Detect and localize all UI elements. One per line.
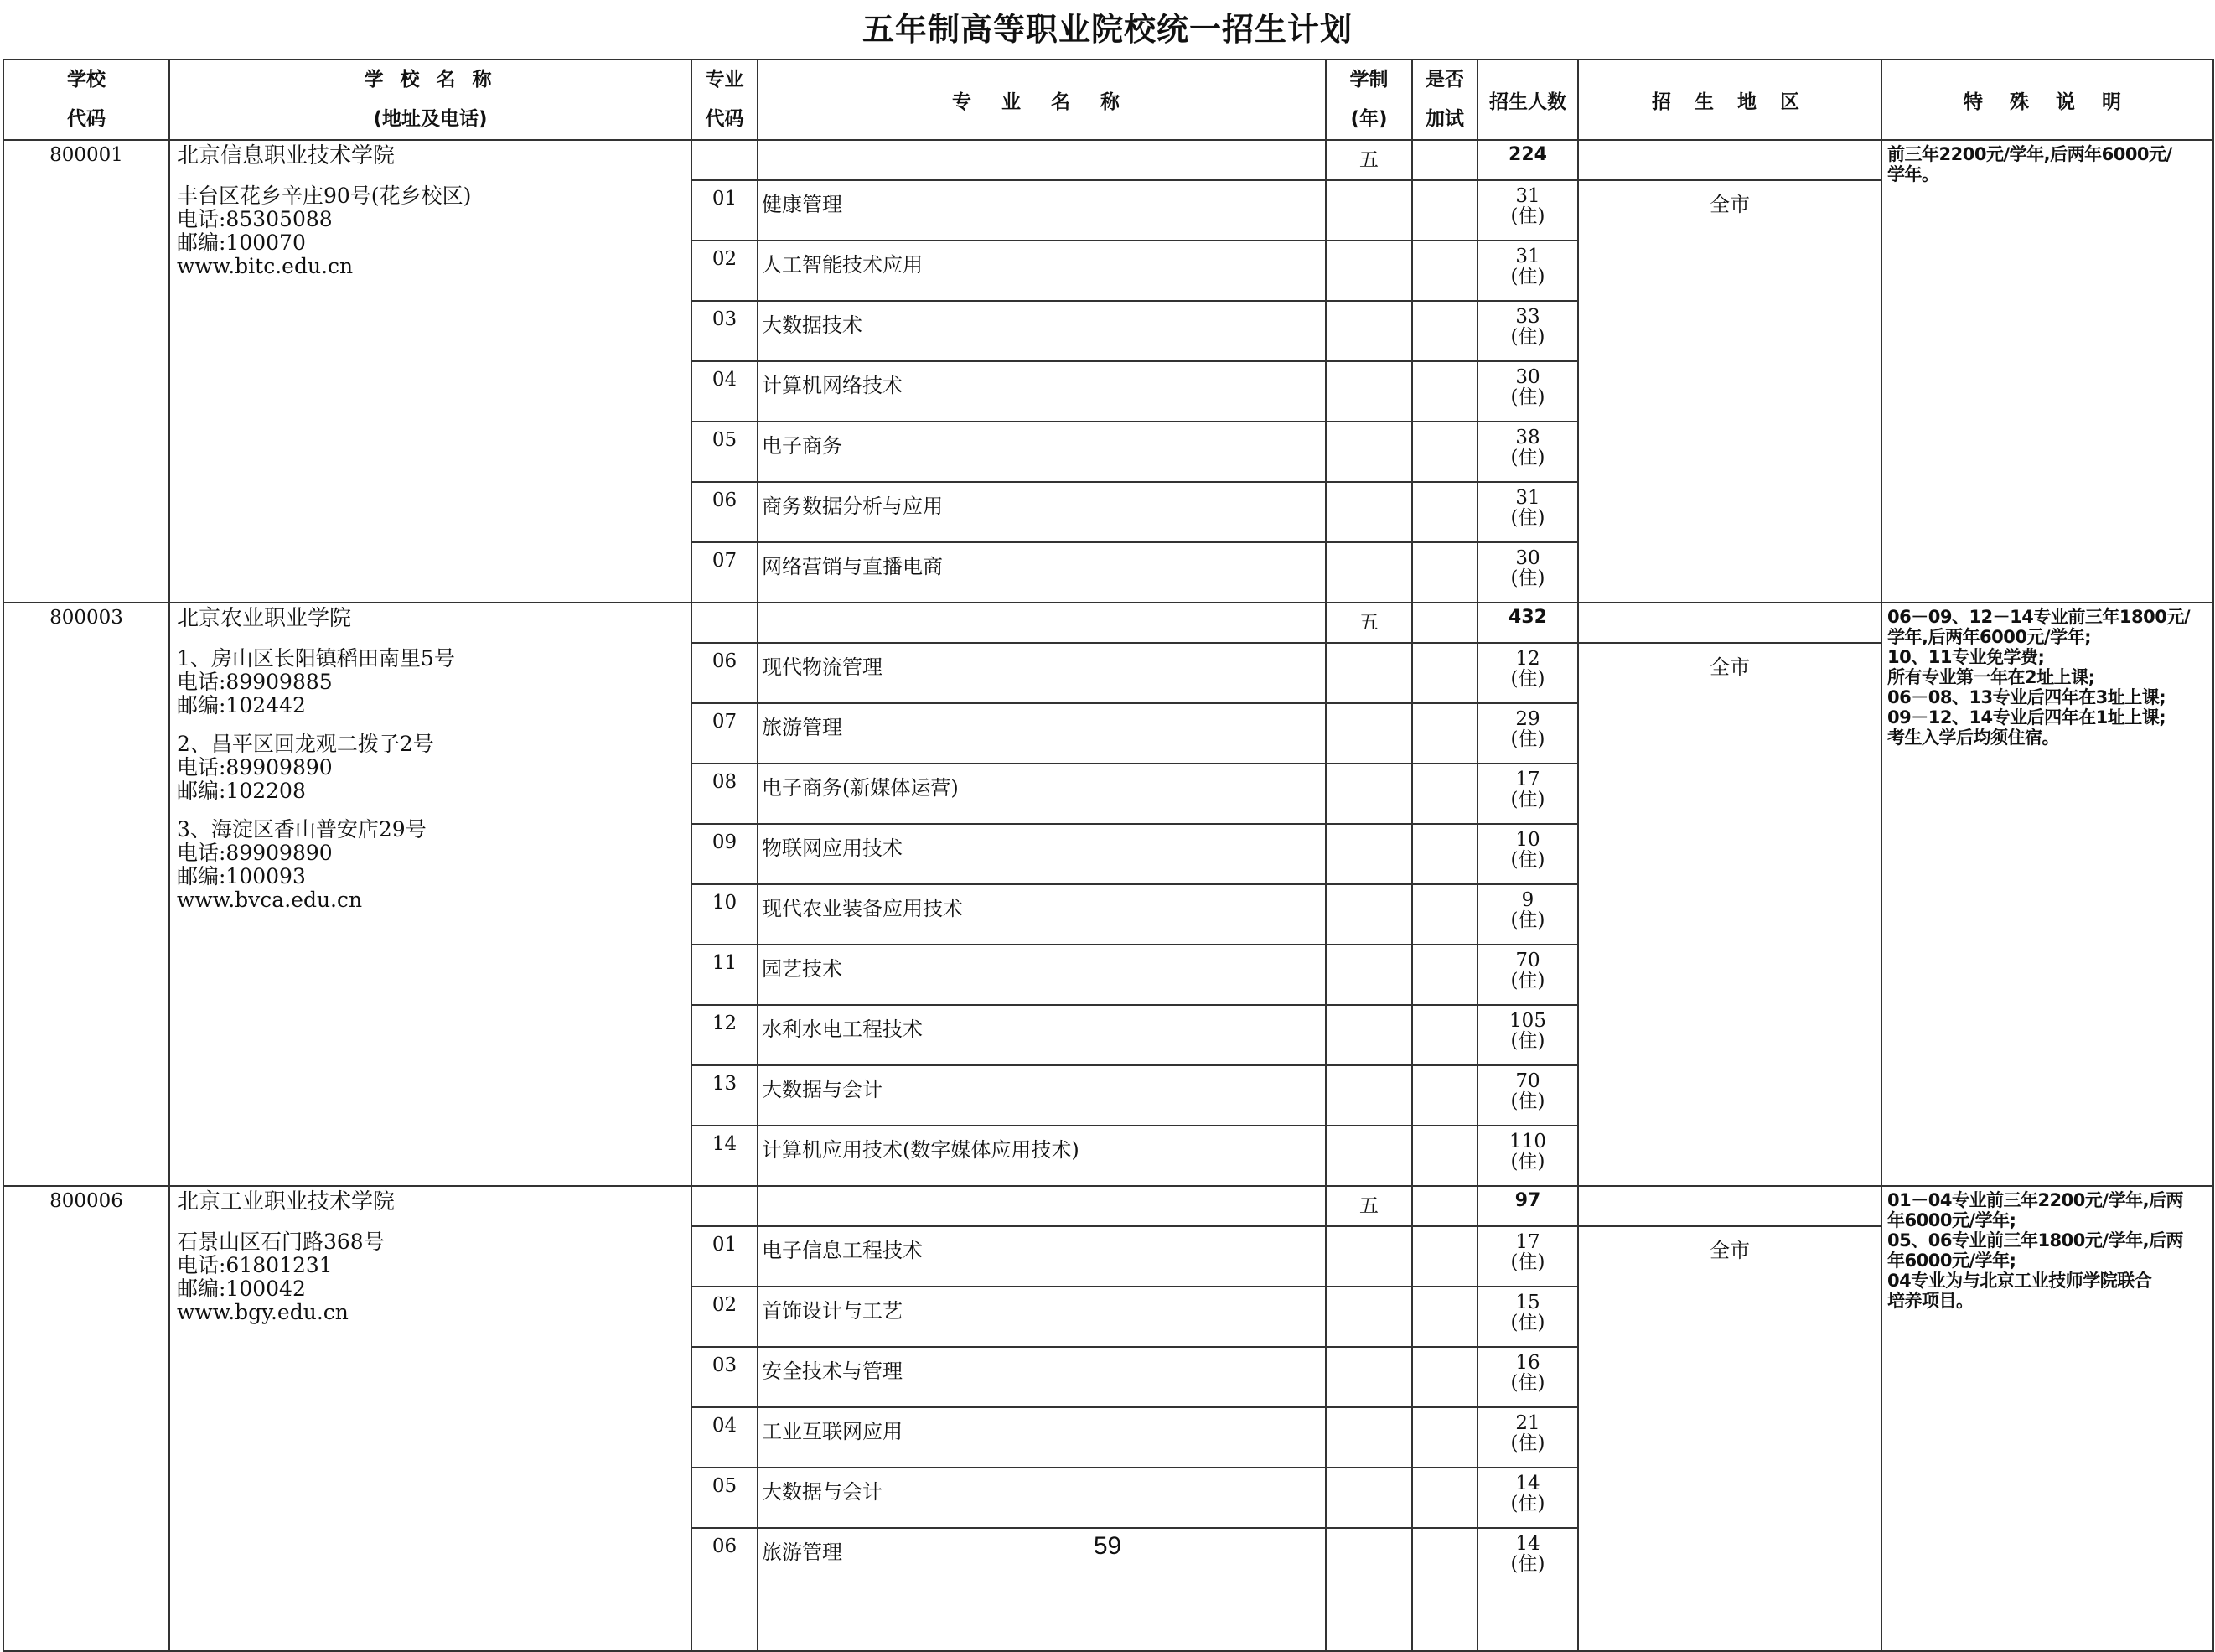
major-name: 旅游管理: [758, 1528, 1326, 1651]
count-value: 70: [1515, 1070, 1540, 1092]
major-code: 05: [691, 422, 758, 482]
major-code: 13: [691, 1065, 758, 1126]
school-info: [169, 603, 691, 1186]
major-code-empty: [691, 1186, 758, 1226]
school-info: [169, 1186, 691, 1651]
note-line: 学年,后两年6000元/学年;: [1887, 627, 2091, 647]
duration-cell: [1326, 482, 1412, 542]
extra-test-cell: [1412, 180, 1478, 241]
major-code: 05: [691, 1468, 758, 1528]
enrollment-count: [1478, 1126, 1578, 1186]
enrollment-count: [1478, 1468, 1578, 1528]
major-name: 健康管理: [758, 180, 1326, 241]
address-line: 邮编:100042: [177, 1277, 306, 1301]
lodging-mark: (住): [1510, 507, 1545, 529]
note-line: 10、11专业免学费;: [1887, 647, 2045, 667]
enrollment-count: [1478, 542, 1578, 603]
header-school-code: 学校 代码: [3, 60, 169, 140]
address-line: 电话:89909890: [177, 755, 333, 779]
address-line: 电话:85305088: [177, 207, 333, 231]
address-line: 3、海淀区香山普安店29号: [177, 817, 427, 842]
count-value: 14: [1515, 1473, 1540, 1494]
extra-test-cell: [1412, 643, 1478, 703]
count-value: 31: [1515, 246, 1540, 267]
school-duration: 五: [1326, 140, 1412, 180]
note-line: 前三年2200元/学年,后两年6000元/: [1887, 144, 2172, 164]
major-name: 电子商务: [758, 422, 1326, 482]
major-code: 08: [691, 764, 758, 824]
enrollment-count: [1478, 422, 1578, 482]
major-name: 工业互联网应用: [758, 1407, 1326, 1468]
address-line: 邮编:102208: [177, 779, 306, 803]
major-code: 14: [691, 1126, 758, 1186]
major-code: 06: [691, 643, 758, 703]
extra-test-cell: [1412, 945, 1478, 1005]
major-code: 10: [691, 884, 758, 945]
extra-test-empty: [1412, 140, 1478, 180]
duration-cell: [1326, 301, 1412, 361]
extra-test-cell: [1412, 542, 1478, 603]
count-value: 9: [1521, 889, 1534, 911]
lodging-mark: (住): [1510, 1312, 1545, 1334]
address-line: 电话:61801231: [177, 1253, 333, 1277]
enrollment-count: [1478, 1407, 1578, 1468]
count-value: 38: [1515, 427, 1540, 448]
address-block: [177, 733, 691, 803]
duration-cell: [1326, 1347, 1412, 1407]
note-line: 01－04专业前三年2200元/学年,后两: [1887, 1190, 2184, 1210]
page-title: 五年制高等职业院校统一招生计划: [862, 11, 1353, 48]
major-name: 水利水电工程技术: [758, 1005, 1326, 1065]
lodging-mark: (住): [1510, 970, 1545, 992]
school-name: 北京工业职业技术学院: [177, 1189, 396, 1214]
extra-test-cell: [1412, 1005, 1478, 1065]
major-code: 11: [691, 945, 758, 1005]
count-value: 31: [1515, 185, 1540, 207]
enrollment-count: [1478, 764, 1578, 824]
header-region: 招 生 地 区: [1578, 60, 1881, 140]
count-value: 29: [1515, 708, 1540, 730]
major-name: 商务数据分析与应用: [758, 482, 1326, 542]
extra-test-cell: [1412, 422, 1478, 482]
special-notes: [1881, 603, 2213, 1186]
count-value: 17: [1515, 769, 1540, 790]
duration-cell: [1326, 1065, 1412, 1126]
duration-cell: [1326, 361, 1412, 422]
extra-test-cell: [1412, 1468, 1478, 1528]
enrollment-region: 全市: [1578, 1226, 1881, 1651]
count-value: 33: [1515, 306, 1540, 328]
address-block: [177, 184, 691, 278]
extra-test-cell: [1412, 1065, 1478, 1126]
note-line: 所有专业第一年在2址上课;: [1887, 667, 2095, 687]
duration-cell: [1326, 703, 1412, 764]
address-block: [177, 1230, 691, 1324]
extra-test-cell: [1412, 1287, 1478, 1347]
school-total: 224: [1478, 140, 1578, 180]
count-value: 31: [1515, 487, 1540, 509]
lodging-mark: (住): [1510, 728, 1545, 750]
address-line: 1、房山区长阳镇稻田南里5号: [177, 646, 455, 671]
extra-test-cell: [1412, 1126, 1478, 1186]
major-code: 01: [691, 1226, 758, 1287]
lodging-mark: (住): [1510, 789, 1545, 810]
header-notes: 特 殊 说 明: [1881, 60, 2213, 140]
extra-test-cell: [1412, 361, 1478, 422]
major-name: 人工智能技术应用: [758, 241, 1326, 301]
enrollment-count: [1478, 824, 1578, 884]
enrollment-plan-table: [3, 59, 2214, 1652]
school-duration: 五: [1326, 603, 1412, 643]
major-name: 现代农业装备应用技术: [758, 884, 1326, 945]
school-total: 97: [1478, 1186, 1578, 1226]
count-value: 30: [1515, 366, 1540, 388]
address-line: 2、昌平区回龙观二拨子2号: [177, 732, 434, 756]
major-code: 06: [691, 482, 758, 542]
count-value: 17: [1515, 1231, 1540, 1253]
address-line: 邮编:102442: [177, 693, 306, 717]
lodging-mark: (住): [1510, 1372, 1545, 1394]
major-code: 04: [691, 1407, 758, 1468]
duration-cell: [1326, 1287, 1412, 1347]
extra-test-cell: [1412, 1226, 1478, 1287]
address-line: 电话:89909885: [177, 670, 333, 694]
count-value: 15: [1515, 1292, 1540, 1313]
note-line: 06－09、12－14专业前三年1800元/: [1887, 607, 2191, 627]
note-line: 年6000元/学年;: [1887, 1210, 2016, 1230]
count-value: 70: [1515, 950, 1540, 971]
duration-cell: [1326, 542, 1412, 603]
address-line: www.bitc.edu.cn: [177, 254, 354, 278]
major-name-empty: [758, 140, 1326, 180]
duration-cell: [1326, 422, 1412, 482]
special-notes: [1881, 140, 2213, 603]
major-name-empty: [758, 1186, 1326, 1226]
table-header-row: [3, 60, 2213, 140]
address-line: 邮编:100070: [177, 230, 306, 255]
header-school-name: 学 校 名 称 (地址及电话): [169, 60, 691, 140]
address-line: www.bgy.edu.cn: [177, 1300, 349, 1324]
address-line: 石景山区石门路368号: [177, 1230, 385, 1254]
lodging-mark: (住): [1510, 909, 1545, 931]
major-name: 大数据与会计: [758, 1065, 1326, 1126]
special-notes: [1881, 1186, 2213, 1651]
enrollment-count: [1478, 1287, 1578, 1347]
duration-cell: [1326, 1126, 1412, 1186]
major-name: 大数据技术: [758, 301, 1326, 361]
header-enrollment: 招生人数: [1478, 60, 1578, 140]
note-line: 05、06专业前三年1800元/学年,后两: [1887, 1230, 2184, 1251]
note-line: 06－08、13专业后四年在3址上课;: [1887, 687, 2166, 707]
major-name: 计算机应用技术(数字媒体应用技术): [758, 1126, 1326, 1186]
duration-cell: [1326, 643, 1412, 703]
count-value: 10: [1515, 829, 1540, 851]
major-code: 02: [691, 241, 758, 301]
count-value: 105: [1509, 1010, 1546, 1032]
lodging-mark: (住): [1510, 1090, 1545, 1112]
major-code: 06: [691, 1528, 758, 1651]
enrollment-count: [1478, 361, 1578, 422]
note-line: 年6000元/学年;: [1887, 1251, 2016, 1271]
lodging-mark: (住): [1510, 1432, 1545, 1454]
major-code: 03: [691, 301, 758, 361]
lodging-mark: (住): [1510, 266, 1545, 287]
enrollment-count: [1478, 945, 1578, 1005]
extra-test-cell: [1412, 1407, 1478, 1468]
address-block: [177, 818, 691, 912]
enrollment-count: [1478, 643, 1578, 703]
lodging-mark: (住): [1510, 1030, 1545, 1052]
header-extra-test: 是否 加试: [1412, 60, 1478, 140]
note-line: 04专业为与北京工业技师学院联合: [1887, 1271, 2152, 1291]
header-duration: 学制 (年): [1326, 60, 1412, 140]
address-line: 电话:89909890: [177, 841, 333, 865]
enrollment-count: [1478, 1005, 1578, 1065]
school-duration: 五: [1326, 1186, 1412, 1226]
duration-cell: [1326, 180, 1412, 241]
major-name: 计算机网络技术: [758, 361, 1326, 422]
major-code: 07: [691, 542, 758, 603]
region-empty: [1578, 1186, 1881, 1226]
major-name-empty: [758, 603, 1326, 643]
duration-cell: [1326, 945, 1412, 1005]
extra-test-cell: [1412, 824, 1478, 884]
address-line: 邮编:100093: [177, 864, 306, 888]
count-value: 16: [1515, 1352, 1540, 1374]
extra-test-cell: [1412, 482, 1478, 542]
school-name: 北京信息职业技术学院: [177, 143, 396, 168]
header-major-name: 专 业 名 称: [758, 60, 1326, 140]
extra-test-cell: [1412, 301, 1478, 361]
enrollment-count: [1478, 1226, 1578, 1287]
note-line: 学年。: [1887, 164, 1939, 184]
major-code-empty: [691, 140, 758, 180]
major-name: 电子商务(新媒体运营): [758, 764, 1326, 824]
count-value: 12: [1515, 648, 1540, 670]
lodging-mark: (住): [1510, 326, 1545, 348]
major-code-empty: [691, 603, 758, 643]
duration-cell: [1326, 1226, 1412, 1287]
duration-cell: [1326, 884, 1412, 945]
major-code: 04: [691, 361, 758, 422]
school-name: 北京农业职业学院: [177, 606, 352, 631]
extra-test-cell: [1412, 241, 1478, 301]
major-name: 网络营销与直播电商: [758, 542, 1326, 603]
lodging-mark: (住): [1510, 668, 1545, 690]
extra-test-empty: [1412, 1186, 1478, 1226]
lodging-mark: (住): [1510, 1553, 1545, 1575]
major-name: 大数据与会计: [758, 1468, 1326, 1528]
note-line: 09－12、14专业后四年在1址上课;: [1887, 707, 2166, 728]
major-code: 07: [691, 703, 758, 764]
enrollment-count: [1478, 1347, 1578, 1407]
enrollment-count: [1478, 180, 1578, 241]
lodging-mark: (住): [1510, 1493, 1545, 1515]
lodging-mark: (住): [1510, 849, 1545, 871]
school-info: [169, 140, 691, 603]
count-value: 110: [1509, 1131, 1546, 1152]
region-empty: [1578, 603, 1881, 643]
extra-test-cell: [1412, 764, 1478, 824]
school-code: 800006: [3, 1186, 169, 1651]
school-code: 800001: [3, 140, 169, 603]
address-block: [177, 647, 691, 717]
extra-test-cell: [1412, 1347, 1478, 1407]
address-line: 丰台区花乡辛庄90号(花乡校区): [177, 184, 472, 208]
lodging-mark: (住): [1510, 1251, 1545, 1273]
duration-cell: [1326, 241, 1412, 301]
lodging-mark: (住): [1510, 386, 1545, 408]
count-value: 14: [1515, 1533, 1540, 1555]
duration-cell: [1326, 824, 1412, 884]
enrollment-count: [1478, 884, 1578, 945]
major-code: 01: [691, 180, 758, 241]
page-number: 59: [1093, 1532, 1122, 1560]
school-total: 432: [1478, 603, 1578, 643]
region-empty: [1578, 140, 1881, 180]
lodging-mark: (住): [1510, 447, 1545, 469]
duration-cell: [1326, 1407, 1412, 1468]
enrollment-region: 全市: [1578, 180, 1881, 603]
duration-cell: [1326, 1005, 1412, 1065]
major-code: 12: [691, 1005, 758, 1065]
duration-cell: [1326, 764, 1412, 824]
lodging-mark: (住): [1510, 205, 1545, 227]
lodging-mark: (住): [1510, 1151, 1545, 1173]
school-code: 800003: [3, 603, 169, 1186]
major-name: 旅游管理: [758, 703, 1326, 764]
count-value: 30: [1515, 547, 1540, 569]
major-name: 现代物流管理: [758, 643, 1326, 703]
school-summary-row: [3, 603, 2213, 643]
school-summary-row: [3, 1186, 2213, 1226]
enrollment-region: 全市: [1578, 643, 1881, 1186]
major-name: 安全技术与管理: [758, 1347, 1326, 1407]
count-value: 21: [1515, 1412, 1540, 1434]
major-name: 首饰设计与工艺: [758, 1287, 1326, 1347]
enrollment-count: [1478, 703, 1578, 764]
major-code: 03: [691, 1347, 758, 1407]
extra-test-cell: [1412, 884, 1478, 945]
school-summary-row: [3, 140, 2213, 180]
note-line: 培养项目。: [1887, 1291, 1974, 1311]
major-name: 电子信息工程技术: [758, 1226, 1326, 1287]
extra-test-empty: [1412, 603, 1478, 643]
major-code: 09: [691, 824, 758, 884]
duration-cell: [1326, 1468, 1412, 1528]
enrollment-count: [1478, 1065, 1578, 1126]
note-line: 考生入学后均须住宿。: [1887, 728, 2059, 748]
extra-test-cell: [1412, 703, 1478, 764]
enrollment-count: [1478, 241, 1578, 301]
enrollment-count: [1478, 482, 1578, 542]
major-code: 02: [691, 1287, 758, 1347]
header-major-code: 专业 代码: [691, 60, 758, 140]
lodging-mark: (住): [1510, 567, 1545, 589]
major-name: 园艺技术: [758, 945, 1326, 1005]
address-line: www.bvca.edu.cn: [177, 888, 363, 912]
major-name: 物联网应用技术: [758, 824, 1326, 884]
enrollment-count: [1478, 301, 1578, 361]
